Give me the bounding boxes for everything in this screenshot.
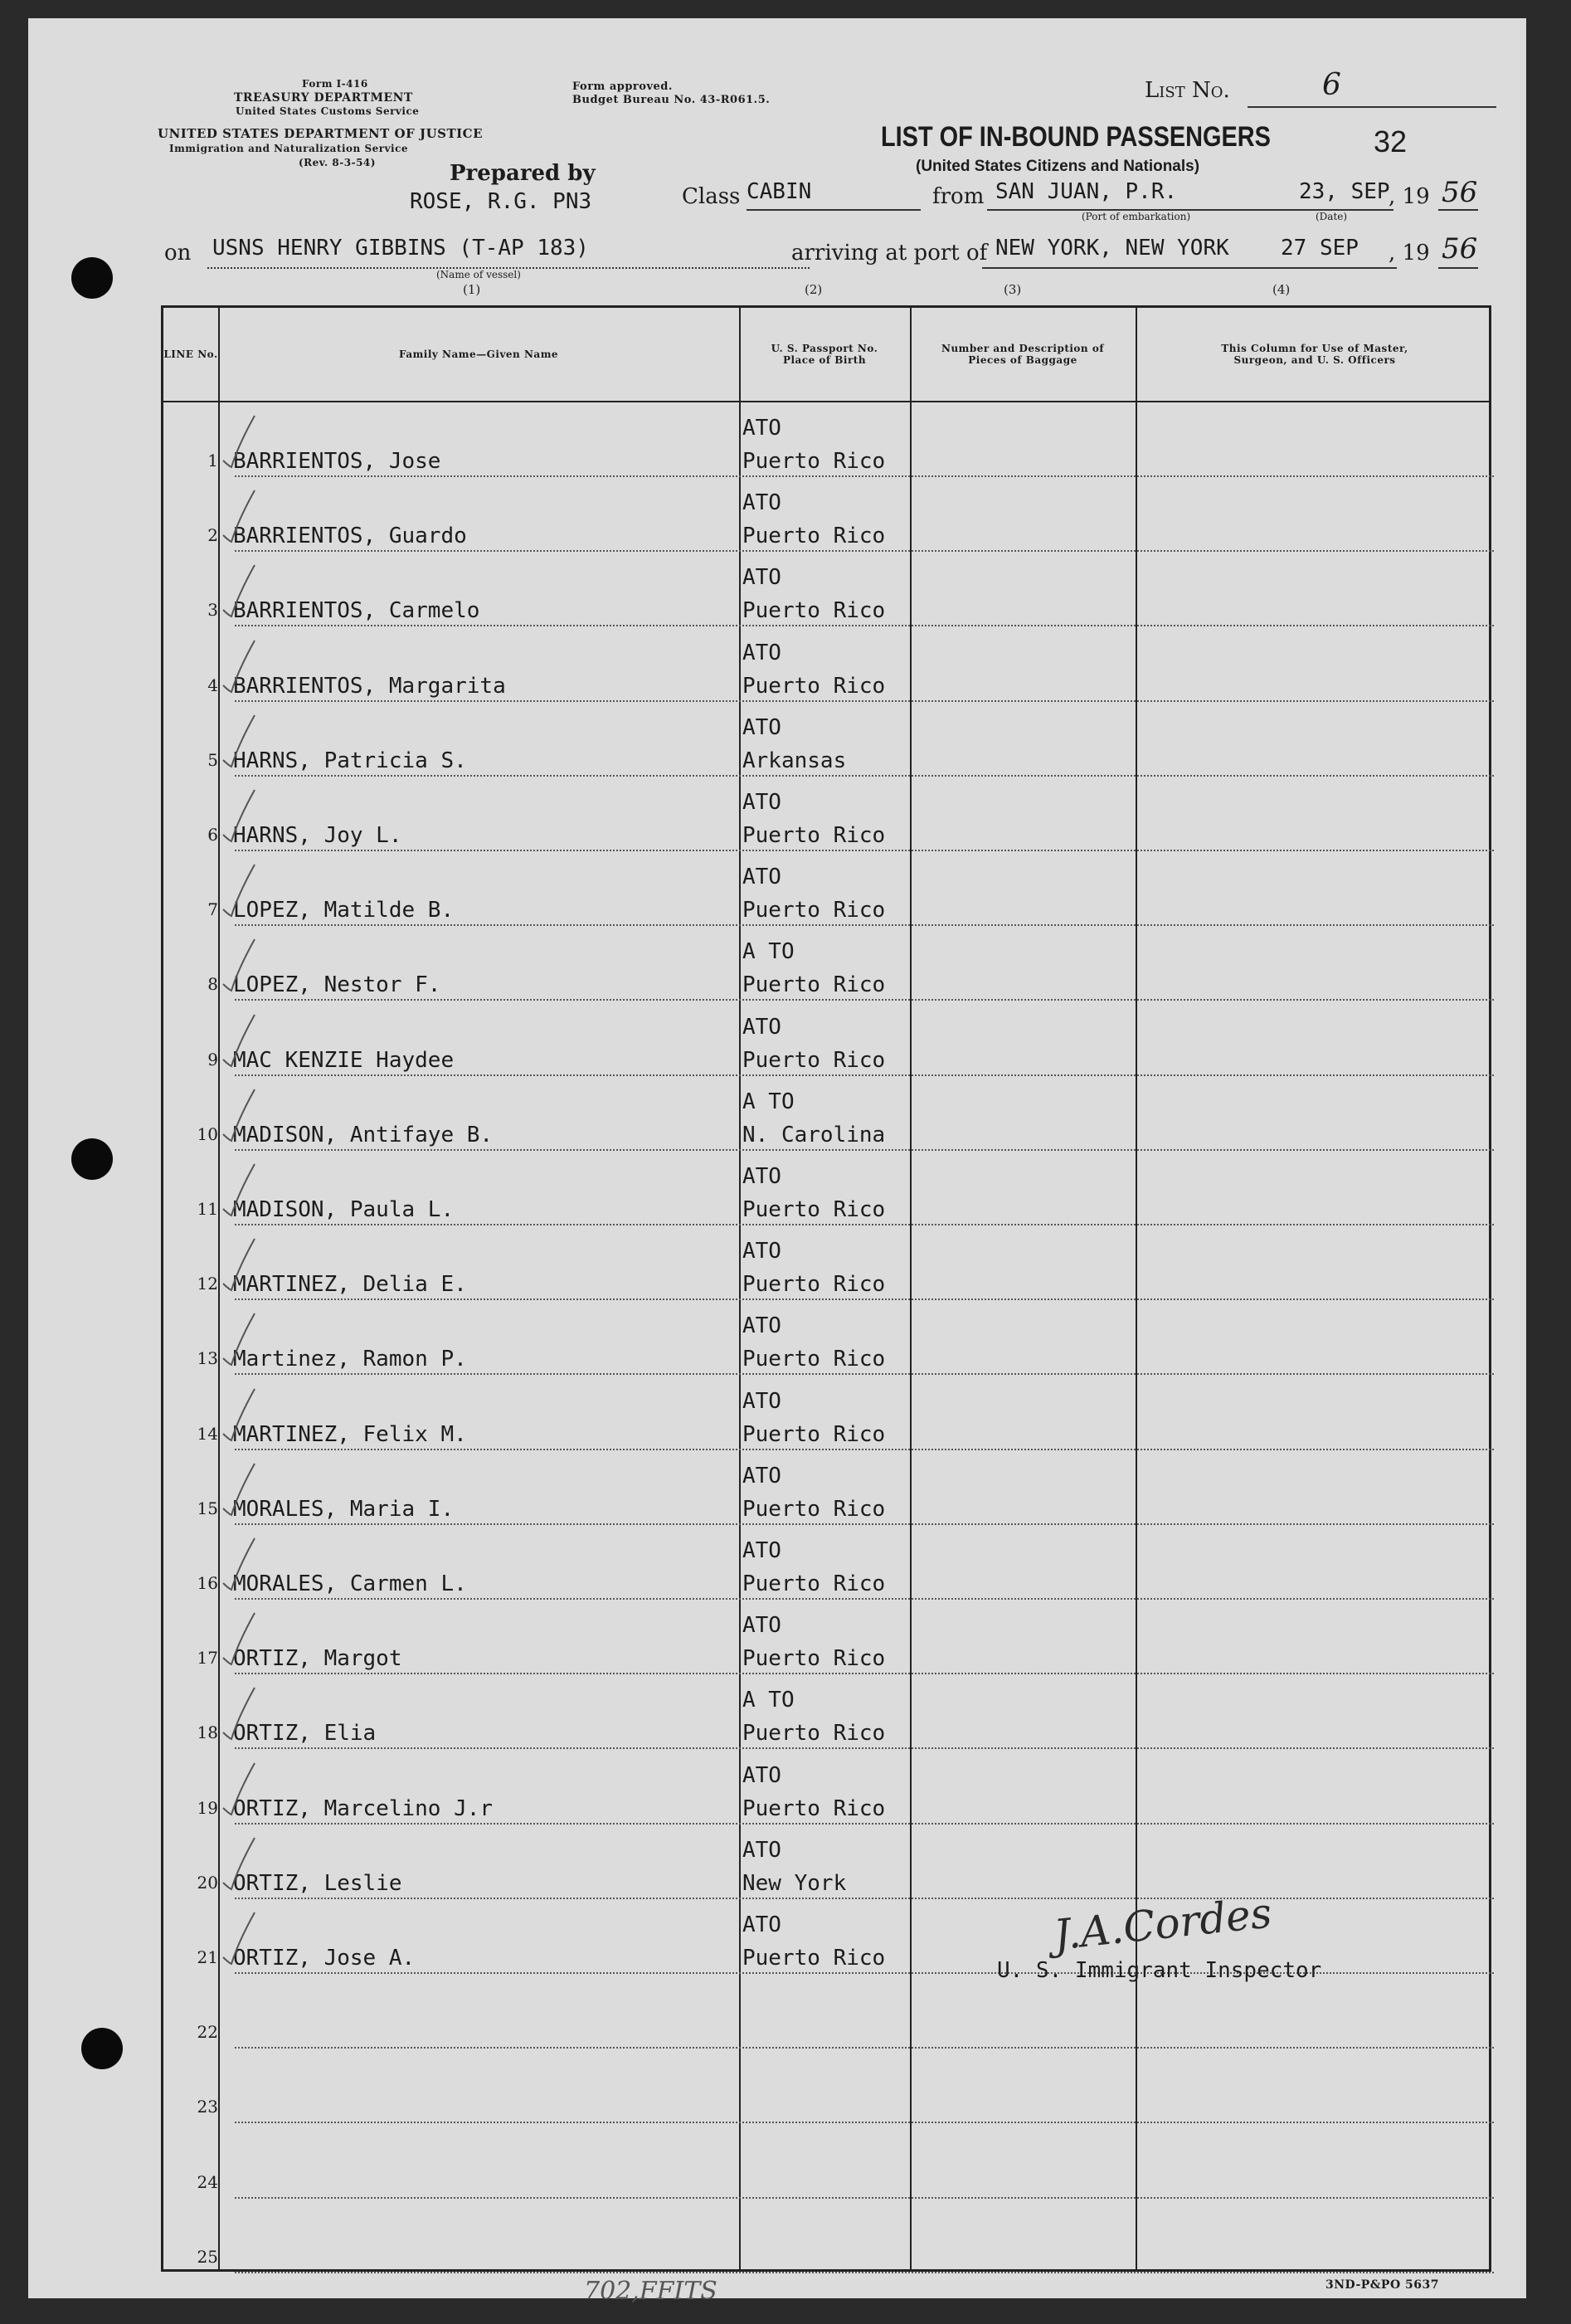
check-mark-icon [220,712,256,770]
place-of-birth: Puerto Rico [742,972,886,998]
col-num-2: (2) [805,282,823,297]
passport-number: ATO [742,1388,781,1414]
table-row [163,1300,1489,1375]
vessel-caption: (Name of vessel) [436,269,521,280]
check-stroke [223,1015,255,1066]
place-of-birth: Puerto Rico [742,1347,886,1372]
passport-number: ATO [742,1538,781,1563]
passport-number: ATO [742,865,781,890]
check-stroke [223,790,255,841]
punch-hole-bottom [81,2028,123,2069]
passenger-name: BARRIENTOS, Jose [233,449,441,474]
passenger-name: MARTINEZ, Delia E. [233,1272,467,1298]
check-stroke [223,416,255,467]
from-value: SAN JUAN, P.R. [995,179,1178,204]
check-stroke [223,1912,255,1964]
place-of-birth: Puerto Rico [742,1721,886,1747]
place-of-birth: Puerto Rico [742,1496,886,1522]
row-line-number: 19 [197,1797,218,1818]
date-caption: (Date) [1316,211,1348,222]
arriving-label: arriving at port of [791,241,988,266]
table-row [163,702,1489,777]
passport-number: ATO [742,1613,781,1639]
passport-number: ATO [742,565,781,591]
check-stroke [223,1464,255,1515]
passenger-name: MADISON, Antifaye B. [233,1122,494,1147]
list-no-value: 6 [1322,68,1341,102]
table-row [163,1225,1489,1300]
manifest-sheet [28,18,1526,2306]
budget-bureau: Budget Bureau No. 43-R061.5. [572,94,771,106]
check-stroke [223,1838,255,1889]
class-value: CABIN [747,179,812,204]
row-line-number: 8 [207,974,218,995]
header-baggage: Number and Description of Pieces of Baggage [941,343,1105,366]
check-mark-icon [220,1310,256,1368]
passenger-name: HARNS, Joy L. [233,823,402,848]
col-num-4: (4) [1272,282,1291,297]
row-line-number: 21 [197,1947,218,1967]
table-row [163,1825,1489,1899]
passenger-name: ORTIZ, Margot [233,1646,402,1672]
table-row [163,1076,1489,1151]
treasury-dept: TREASURY DEPARTMENT [234,91,413,105]
row-line-number: 20 [197,1872,218,1893]
list-no-line [1248,95,1496,108]
punch-hole-top [71,257,113,299]
class-label: Class [682,184,741,209]
place-of-birth: Puerto Rico [742,898,886,923]
row-line-number: 22 [197,2022,218,2043]
check-mark-icon [220,936,256,994]
table-row [163,1376,1489,1450]
passenger-name: MAC KENZIE Haydee [233,1047,455,1073]
row-line-number: 9 [207,1049,218,1069]
check-mark-icon [220,1011,256,1069]
passport-number: ATO [742,714,781,740]
check-stroke [223,1313,255,1365]
check-stroke [223,490,255,542]
place-of-birth: Puerto Rico [742,598,886,624]
table-row [163,1974,1489,2049]
check-stroke [223,1613,255,1664]
port-embark-caption: (Port of embarkation) [1082,211,1191,222]
check-mark-icon [220,1386,256,1444]
table-row [163,2049,1489,2123]
row-line-number: 2 [207,525,218,546]
inspector-signature: J.A.Cordes [1051,1888,1274,1960]
passenger-name: MARTINEZ, Felix M. [233,1421,467,1447]
col-num-3: (3) [1004,282,1022,297]
passport-number: ATO [742,640,781,665]
check-stroke [223,939,255,991]
table-row [163,402,1489,477]
table-row [163,851,1489,926]
table-row [163,627,1489,702]
place-of-birth: Arkansas [742,748,847,773]
table-row [163,1001,1489,1076]
page-number: 32 [1374,124,1408,158]
passport-number: ATO [742,1164,781,1189]
check-stroke [223,1164,255,1216]
punch-hole-middle [71,1138,113,1180]
passport-number: ATO [742,1313,781,1339]
table-row [163,2199,1489,2273]
check-stroke [223,1538,255,1590]
passenger-name: ORTIZ, Marcelino J.r [233,1795,494,1821]
passport-number: A TO [742,939,795,965]
check-mark-icon [220,1909,256,1967]
check-mark-icon [220,487,256,545]
place-of-birth: New York [742,1870,847,1896]
document-subtitle: (United States Citizens and Nationals) [916,158,1200,175]
place-of-birth: Puerto Rico [742,449,886,474]
arrival-year: 56 [1442,232,1478,266]
passport-number: ATO [742,1014,781,1040]
check-mark-icon [220,1760,256,1818]
check-stroke [223,1239,255,1290]
place-of-birth: Puerto Rico [742,673,886,699]
prepared-by-value: ROSE, R.G. PN3 [410,189,592,214]
arrival-date: 27 SEP [1281,236,1359,261]
row-line-number: 13 [197,1348,218,1369]
table-row [163,1525,1489,1600]
footer-code: 3ND-P&PO 5637 [1325,2278,1439,2292]
place-of-birth: Puerto Rico [742,1272,886,1298]
header-passport: U. S. Passport No. Place of Birth [771,343,878,366]
row-line-number: 18 [197,1722,218,1743]
check-stroke [223,565,255,616]
bottom-handwritten-note: 702,FFITS [584,2277,717,2306]
row-line-number: 6 [207,825,218,845]
col-num-1: (1) [463,282,481,297]
passenger-name: ORTIZ, Jose A. [233,1946,416,1971]
passport-number: ATO [742,1837,781,1863]
row-line-number: 17 [197,1648,218,1669]
row-line-number: 5 [207,749,218,770]
passenger-name: BARRIENTOS, Margarita [233,673,506,699]
check-mark-icon [220,1235,256,1294]
place-of-birth: N. Carolina [742,1122,886,1147]
check-mark-icon [220,412,256,470]
check-mark-icon [220,1161,256,1219]
row-line-number: 1 [207,451,218,470]
table-row [163,1450,1489,1525]
place-of-birth: Puerto Rico [742,1646,886,1672]
check-mark-icon [220,1460,256,1518]
check-stroke [223,865,255,916]
passenger-name: MADISON, Paula L. [233,1197,455,1222]
place-of-birth: Puerto Rico [742,1197,886,1222]
place-of-birth: Puerto Rico [742,823,886,848]
inspector-title: U. S. Immigrant Inspector [997,1958,1322,1983]
row-line-number: 15 [197,1498,218,1518]
check-stroke [223,1688,255,1739]
place-of-birth: Puerto Rico [742,1795,886,1821]
table-row [163,552,1489,626]
row-line-number: 10 [197,1123,218,1144]
check-stroke [223,1089,255,1141]
arr-year-prefix: , 19 [1389,241,1430,266]
table-row [163,1600,1489,1674]
row-rule [235,2271,1494,2273]
document-title: LIST OF IN-BOUND PASSENGERS [881,121,1271,153]
from-label: from [932,184,985,209]
check-mark-icon [220,787,256,845]
place-of-birth: Puerto Rico [742,1421,886,1447]
passport-number: ATO [742,1239,781,1264]
ins-service: Immigration and Naturalization Service [169,143,409,154]
passport-number: ATO [742,1463,781,1488]
on-label: on [164,241,192,266]
justice-dept: UNITED STATES DEPARTMENT OF JUSTICE [158,126,484,141]
departure-year: 56 [1442,176,1478,209]
check-mark-icon [220,1610,256,1668]
form-number: Form I-416 [302,78,368,90]
check-mark-icon [220,861,256,919]
row-line-number: 3 [207,600,218,621]
check-mark-icon [220,1086,256,1144]
dep-year-prefix: , 19 [1389,184,1430,209]
check-mark-icon [220,1535,256,1593]
row-line-number: 12 [197,1274,218,1294]
table-row [163,477,1489,552]
passenger-name: HARNS, Patricia S. [233,748,467,773]
passenger-name: Martinez, Ramon P. [233,1347,467,1372]
place-of-birth: Puerto Rico [742,1946,886,1971]
passport-number: ATO [742,490,781,516]
row-line-number: 23 [197,2097,218,2117]
check-mark-icon [220,1834,256,1893]
passenger-name: BARRIENTOS, Guardo [233,524,467,549]
row-line-number: 16 [197,1573,218,1593]
check-stroke [223,641,255,692]
passport-number: A TO [742,1089,795,1114]
header-officers: This Column for Use of Master, Surgeon, and U. S. Officers [1221,343,1408,366]
table-row [163,777,1489,851]
row-line-number: 24 [197,2171,218,2192]
passport-number: A TO [742,1688,795,1713]
passport-number: ATO [742,1912,781,1937]
prepared-by-label: Prepared by [450,161,596,186]
passport-number: ATO [742,790,781,815]
place-of-birth: Puerto Rico [742,1571,886,1596]
row-line-number: 7 [207,899,218,920]
form-revision: (Rev. 8-3-54) [299,157,376,168]
passenger-name: MORALES, Maria I. [233,1496,455,1522]
place-of-birth: Puerto Rico [742,524,886,549]
table-row [163,926,1489,1001]
passenger-name: LOPEZ, Nestor F. [233,972,441,998]
check-stroke [223,1763,255,1815]
row-line-number: 25 [197,2246,218,2267]
passport-number: ATO [742,416,781,441]
table-row [163,1750,1489,1825]
check-mark-icon [220,1684,256,1742]
list-no-label: List No. [1145,78,1230,103]
vessel-name: USNS HENRY GIBBINS (T-AP 183) [212,236,589,261]
passenger-name: MORALES, Carmen L. [233,1571,467,1596]
arrival-port: NEW YORK, NEW YORK [995,236,1229,261]
row-line-number: 4 [207,675,218,695]
customs-service: United States Customs Service [236,105,420,117]
row-line-number: 11 [197,1199,218,1219]
check-stroke [223,715,255,767]
passenger-name: BARRIENTOS, Carmelo [233,598,480,624]
header-name: Family Name—Given Name [398,348,559,360]
check-mark-icon [220,562,256,620]
table-row [163,1674,1489,1749]
check-stroke [223,1389,255,1440]
header-line-no: LINE No. [163,348,218,360]
row-line-number: 14 [197,1423,218,1444]
check-mark-icon [220,637,256,695]
table-row [163,1151,1489,1225]
passenger-name: LOPEZ, Matilde B. [233,898,455,923]
passenger-name: ORTIZ, Leslie [233,1870,402,1896]
table-row [163,2124,1489,2199]
passport-number: ATO [742,1762,781,1788]
departure-date: 23, SEP [1299,179,1390,204]
form-approved: Form approved. [572,80,673,93]
passenger-name: ORTIZ, Elia [233,1721,377,1747]
place-of-birth: Puerto Rico [742,1047,886,1073]
